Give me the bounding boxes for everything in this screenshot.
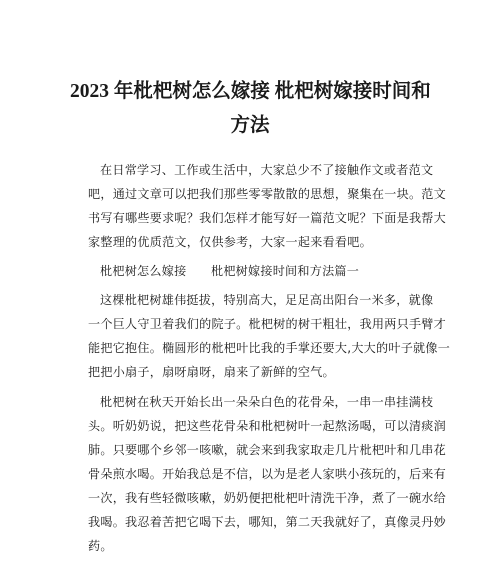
section-heading: 枇杷树怎么嫁接 枇杷树嫁接时间和方法篇一	[100, 264, 360, 278]
document-title-line-2: 方法	[230, 115, 270, 136]
paragraph-line: 肺。只要哪个乡邻一咳嗽，就会来到我家取走几片枇杷叶和几串花	[88, 443, 446, 457]
paragraph-line: 药。	[88, 539, 113, 553]
paragraph-line: 骨朵煎水喝。开始我总是不信，以为是老人家哄小孩玩的，后来有	[88, 467, 446, 481]
paragraph-line: 能把它抱住。椭圆形的枇杷叶比我的手掌还要大,大大的叶子就像一	[88, 341, 451, 355]
document-title-line-1: 2023 年枇杷树怎么嫁接 枇杷树嫁接时间和	[70, 81, 431, 102]
paragraph-line: 家整理的优质范文，仅供参考，大家一起来看看吧。	[88, 235, 372, 249]
paragraph-line: 一次，我有些轻微咳嗽，奶奶便把枇杷叶清洗干净，煮了一碗水给	[88, 491, 446, 505]
paragraph-line: 枇杷树在秋天开始长出一朵朵白色的花骨朵，一串一串挂满枝	[100, 395, 434, 409]
paragraph-line: 这棵枇杷树雄伟挺拔，特别高大，足足高出阳台一米多，就像	[100, 293, 434, 307]
paragraph-line: 书写有哪些要求呢？我们怎样才能写好一篇范文呢？下面是我帮大	[88, 211, 446, 225]
paragraph-line: 一个巨人守卫着我们的院子。枇杷树的树干粗壮，我用两只手臂才	[88, 317, 446, 331]
paragraph-line: 头。听奶奶说，把这些花骨朵和枇杷树叶一起熬汤喝，可以清痰润	[88, 419, 446, 433]
paragraph-line: 吧，通过文章可以把我们那些零零散散的思想，聚集在一块。范文	[88, 187, 446, 201]
paragraph-line: 在日常学习、工作或生活中，大家总少不了接触作文或者范文	[100, 163, 434, 177]
paragraph-line: 把把小扇子，扇呀扇呀，扇来了新鲜的空气。	[88, 365, 335, 379]
paragraph-line: 我喝。我忍着苦把它喝下去，哪知，第二天我就好了，真像灵丹妙	[88, 515, 446, 529]
